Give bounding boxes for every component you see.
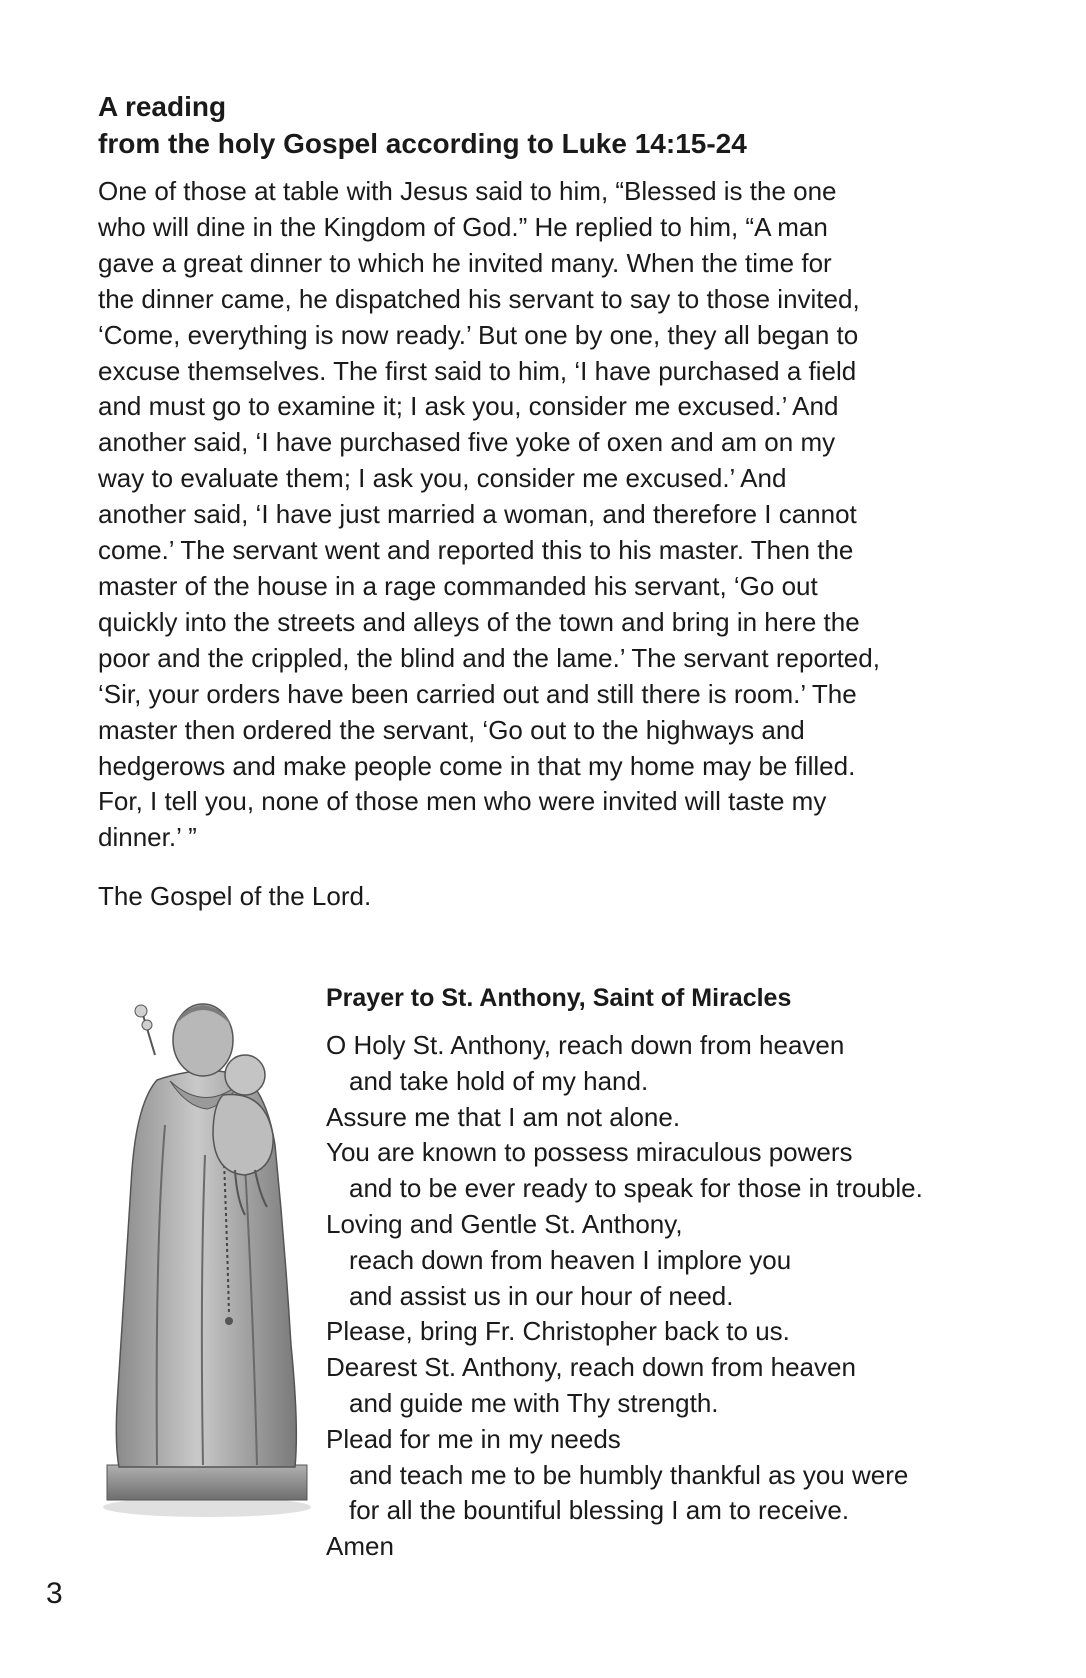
reading-line: master of the house in a rage commanded his servant, ‘Go out xyxy=(98,570,818,601)
reading-line: master then ordered the servant, ‘Go out to the highways and xyxy=(98,714,805,745)
reading-line: hedgerows and make people come in that my home may be filled. xyxy=(98,750,856,781)
prayer-line: Loving and Gentle St. Anthony, xyxy=(326,1208,683,1239)
reading-heading-line-2: from the holy Gospel according to Luke 14:15-24 xyxy=(98,128,747,159)
reading-line: dinner.’ ” xyxy=(98,822,197,853)
prayer-title: Prayer to St. Anthony, Saint of Miracles xyxy=(326,984,792,1012)
prayer-body xyxy=(326,1028,1046,1565)
prayer-line: Dearest St. Anthony, reach down from heaven xyxy=(326,1352,856,1383)
page-number: 3 xyxy=(46,1577,63,1610)
prayer-line: and teach me to be humbly thankful as you were xyxy=(349,1459,909,1490)
reading-line: who will dine in the Kingdom of God.” He replied to him, “A man xyxy=(98,211,828,242)
reading-line: another said, ‘I have just married a woman, and therefore I cannot xyxy=(98,499,857,530)
reading-line: ‘Come, everything is now ready.’ But one by one, they all began to xyxy=(98,319,859,350)
prayer-line: and to be ever ready to speak for those in trouble. xyxy=(349,1173,923,1204)
reading-line: poor and the crippled, the blind and the lame.’ The servant reported, xyxy=(98,642,880,673)
prayer-line: Amen xyxy=(326,1531,394,1562)
reading-line: the dinner came, he dispatched his servant to say to those invited, xyxy=(98,283,860,314)
prayer-line: and guide me with Thy strength. xyxy=(349,1387,719,1418)
reading-line: gave a great dinner to which he invited many. When the time for xyxy=(98,247,832,278)
reading-body xyxy=(98,174,998,856)
reading-line: excuse themselves. The first said to him, ‘I have purchased a field xyxy=(98,355,857,386)
prayer-line: O Holy St. Anthony, reach down from heaven xyxy=(326,1030,845,1060)
prayer-line: Plead for me in my needs xyxy=(326,1423,621,1454)
reading-line: another said, ‘I have purchased five yoke of oxen and am on my xyxy=(98,427,836,458)
reading-line: For, I tell you, none of those men who were invited will taste my xyxy=(98,786,827,817)
prayer-line: and take hold of my hand. xyxy=(349,1065,649,1096)
prayer-line: reach down from heaven I implore you xyxy=(349,1244,792,1275)
reading-heading xyxy=(98,88,998,162)
prayer-section xyxy=(326,980,1046,1565)
prayer-line: for all the bountiful blessing I am to receive. xyxy=(349,1495,850,1526)
reading-line: quickly into the streets and alleys of the town and bring in here the xyxy=(98,606,860,637)
reading-line: One of those at table with Jesus said to him, “Blessed is the one xyxy=(98,176,837,206)
st-anthony-statue-image xyxy=(95,985,320,1520)
reading-heading-line-1: A reading xyxy=(98,91,227,122)
reading-closing: The Gospel of the Lord. xyxy=(98,881,372,912)
reading-line: come.’ The servant went and reported this to his master. Then the xyxy=(98,535,854,566)
reading-line: way to evaluate them; I ask you, consider me excused.’ And xyxy=(98,463,787,494)
reading-line: and must go to examine it; I ask you, consider me excused.’ And xyxy=(98,391,839,422)
prayer-line: Assure me that I am not alone. xyxy=(326,1101,681,1132)
prayer-line: You are known to possess miraculous powers xyxy=(326,1137,853,1168)
prayer-line: and assist us in our hour of need. xyxy=(349,1280,734,1311)
gospel-reading xyxy=(98,88,998,914)
reading-line: ‘Sir, your orders have been carried out and still there is room.’ The xyxy=(98,678,857,709)
prayer-line: Please, bring Fr. Christopher back to us. xyxy=(326,1316,790,1347)
